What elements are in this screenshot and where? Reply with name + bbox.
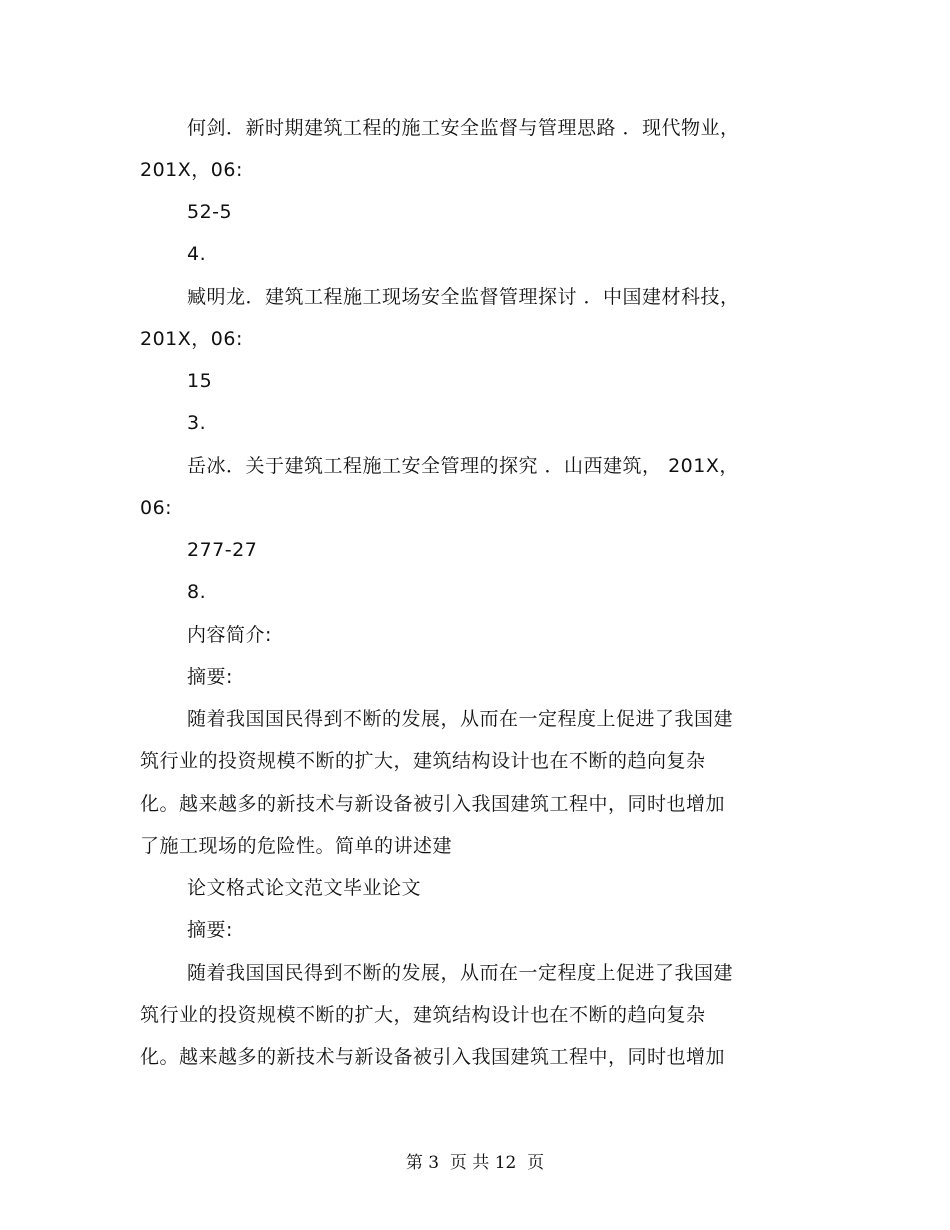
reference-1-year: 201X，06: <box>140 159 243 181</box>
abstract-paragraph-line: 随着我国国民得到不断的发展，从而在一定程度上促进了我国建 <box>187 962 734 984</box>
reference-1-pages-end: 4. <box>187 243 207 265</box>
abstract-paragraph-line: 了施工现场的危险性。简单的讲述建 <box>140 835 453 857</box>
paper-category-line: 论文格式论文范文毕业论文 <box>187 877 422 899</box>
abstract-heading: 摘要: <box>187 666 233 688</box>
abstract-paragraph-line: 化。越来越多的新技术与新设备被引入我国建筑工程中，同时也增加 <box>140 1046 726 1068</box>
abstract-paragraph-line: 随着我国国民得到不断的发展，从而在一定程度上促进了我国建 <box>187 708 734 730</box>
reference-2-title: 臧明龙．建筑工程施工现场安全监督管理探讨 ．中国建材科技， <box>187 286 740 308</box>
reference-1-title: 何剑．新时期建筑工程的施工安全监督与管理思路 ．现代物业， <box>187 117 740 139</box>
abstract-paragraph-line: 筑行业的投资规模不断的扩大，建筑结构设计也在不断的趋向复杂 <box>140 750 706 772</box>
abstract-heading: 摘要: <box>187 919 233 941</box>
reference-3-title: 岳冰．关于建筑工程施工安全管理的探究 ．山西建筑， 201X， <box>187 455 739 477</box>
abstract-paragraph-line: 筑行业的投资规模不断的扩大，建筑结构设计也在不断的趋向复杂 <box>140 1004 706 1026</box>
reference-3-issue: 06: <box>140 497 173 519</box>
reference-2-pages-end: 3. <box>187 412 207 434</box>
reference-2-pages: 15 <box>187 370 213 392</box>
abstract-paragraph-line: 化。越来越多的新技术与新设备被引入我国建筑工程中，同时也增加 <box>140 793 726 815</box>
reference-1-pages: 52-5 <box>187 201 233 223</box>
reference-3-pages-end: 8. <box>187 581 207 603</box>
page-number-footer: 第 3 页 共 12 页 <box>405 1153 545 1173</box>
reference-2-year: 201X，06: <box>140 328 243 350</box>
summary-heading: 内容简介: <box>187 624 272 646</box>
reference-3-pages: 277-27 <box>187 539 258 561</box>
